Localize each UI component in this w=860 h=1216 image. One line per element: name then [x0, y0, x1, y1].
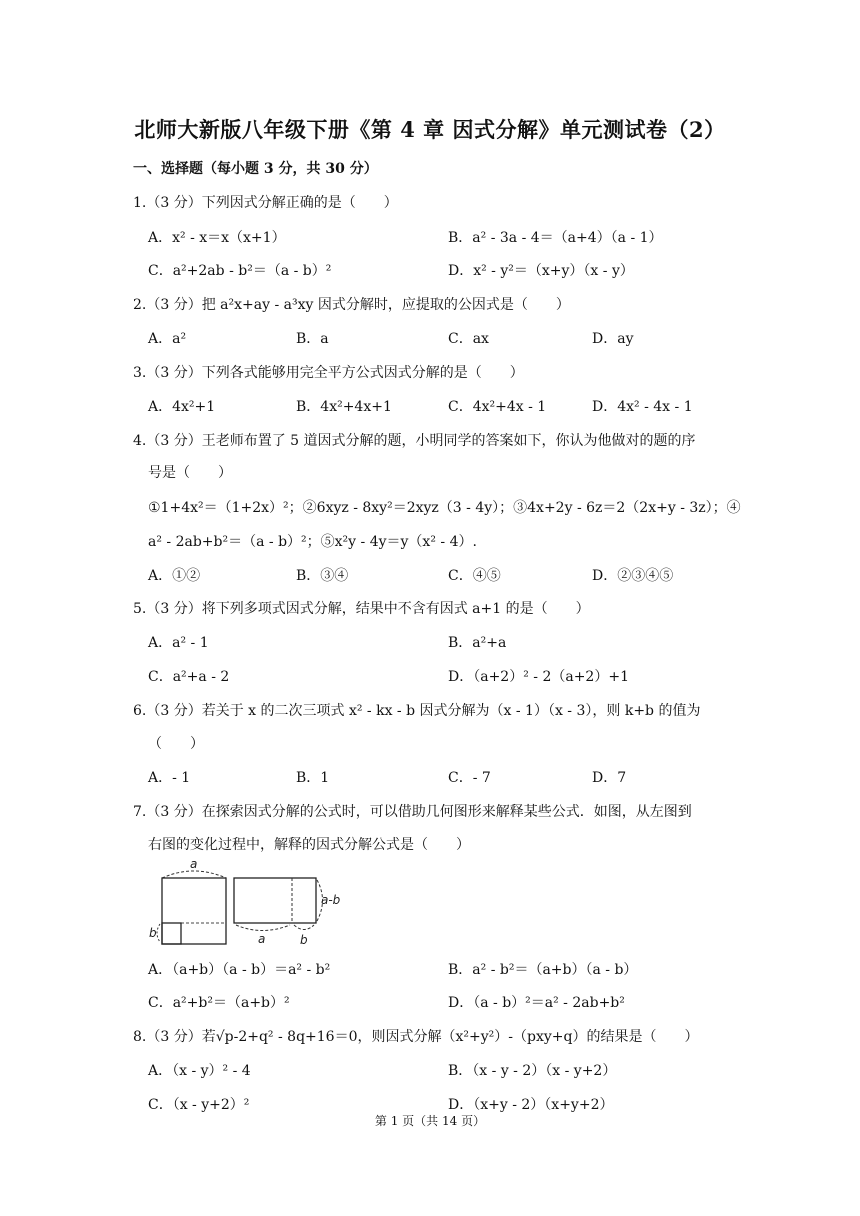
- q3-option-b: B．4x²+4x+1: [296, 399, 392, 415]
- question-4-stem-cont: 号是（ ）: [148, 465, 232, 481]
- question-4-stem: 4.（3 分）王老师布置了 5 道因式分解的题，小明同学的答案如下，你认为他做对的题的序: [133, 433, 696, 449]
- q5-option-a: A．a² - 1: [148, 635, 209, 651]
- figure-left-square: [162, 878, 226, 944]
- figure-label-b-left: b: [149, 926, 157, 940]
- page-title: 北师大新版八年级下册《第 4 章 因式分解》单元测试卷（2）: [134, 117, 726, 142]
- q8-option-d: D．（x+y - 2）（x+y+2）: [448, 1097, 614, 1113]
- question-3-stem: 3.（3 分）下列各式能够用完全平方公式因式分解的是（ ）: [133, 365, 524, 381]
- q5-option-c: C．a²+a - 2: [148, 669, 230, 685]
- figure-left-b-brace: [157, 924, 160, 942]
- figure-right-rect: [234, 878, 316, 923]
- q5-option-b: B．a²+a: [448, 635, 507, 651]
- figure-left-arc: [162, 871, 226, 878]
- figure-label-a-minus-b: a-b: [321, 893, 341, 907]
- q3-option-a: A．4x²+1: [148, 399, 216, 415]
- question-5-stem: 5.（3 分）将下列多项式因式分解，结果中不含有因式 a+1 的是（ ）: [133, 601, 590, 617]
- q5-option-d: D．（a+2）² - 2（a+2）+1: [448, 669, 629, 685]
- q8-option-b: B．（x - y - 2）（x - y+2）: [448, 1063, 617, 1079]
- question-7-stem-cont: 右图的变化过程中，解释的因式分解公式是（ ）: [148, 837, 470, 853]
- q2-option-b: B．a: [296, 331, 329, 347]
- question-8-stem: 8.（3 分）若√p-2+q² - 8q+16＝0，则因式分解（x²+y²）-（pxy+q）的结果是（ ）: [133, 1029, 699, 1045]
- question-4-answers-line1: ①1+4x²＝（1+2x）²；②6xyz - 8xy²＝2xyz（3 - 4y）；③4x+2y - 6z＝2（2x+y - 3z）；④: [148, 500, 741, 516]
- q3-option-c: C．4x²+4x - 1: [448, 399, 547, 415]
- q1-option-a: A．x² - x＝x（x+1）: [148, 230, 286, 246]
- question-7-stem: 7.（3 分）在探索因式分解的公式时，可以借助几何图形来解释某些公式．如图，从左图到: [133, 804, 692, 820]
- q3-option-d: D．4x² - 4x - 1: [592, 399, 693, 415]
- question-1-stem: 1.（3 分）下列因式分解正确的是（ ）: [133, 195, 398, 211]
- question-2-stem: 2.（3 分）把 a²x+ay - a³xy 因式分解时，应提取的公因式是（ ）: [133, 297, 570, 313]
- question-4-answers-line2: a² - 2ab+b²＝（a - b）²；⑤x²y - 4y＝y（x² - 4）.: [148, 534, 477, 550]
- q2-option-a: A．a²: [148, 331, 187, 347]
- question-6-stem-cont: （ ）: [148, 736, 204, 752]
- figure-right-bottom-arc-b: [294, 925, 314, 930]
- question-6-stem: 6.（3 分）若关于 x 的二次三项式 x² - kx - b 因式分解为（x - 1）（x - 3），则 k+b 的值为: [133, 703, 701, 719]
- q4-option-d: D．②③④⑤: [592, 568, 674, 584]
- q2-option-c: C．ax: [448, 331, 489, 347]
- q1-option-c: C．a²+2ab - b²＝（a - b）²: [148, 263, 332, 279]
- q6-option-b: B．1: [296, 770, 330, 786]
- q6-option-a: A．- 1: [148, 770, 191, 786]
- q8-option-a: A．（x - y）² - 4: [148, 1063, 251, 1079]
- q7-option-c: C．a²+b²＝（a+b）²: [148, 995, 290, 1011]
- q7-option-b: B．a² - b²＝（a+b）（a - b）: [448, 962, 638, 978]
- figure-label-a-bottom: a: [258, 932, 266, 946]
- q1-option-d: D．x² - y²＝（x+y）（x - y）: [448, 263, 634, 279]
- q8-option-c: C．（x - y+2）²: [148, 1097, 250, 1113]
- page-footer: 第 1 页（共 14 页）: [374, 1114, 486, 1128]
- section-heading: 一、选择题（每小题 3 分，共 30 分）: [133, 161, 378, 177]
- q4-option-a: A．①②: [148, 568, 201, 584]
- q4-option-c: C．④⑤: [448, 568, 501, 584]
- q7-option-d: D．（a - b）²＝a² - 2ab+b²: [448, 995, 625, 1011]
- figure-right-bottom-arc-a: [236, 925, 290, 931]
- figure-left-small-square: [162, 923, 181, 944]
- q4-option-b: B．③④: [296, 568, 349, 584]
- q6-option-c: C．- 7: [448, 770, 491, 786]
- geometry-figure: [144, 856, 354, 951]
- q7-option-a: A．（a+b）（a - b）＝a² - b²: [148, 962, 331, 978]
- q6-option-d: D．7: [592, 770, 627, 786]
- figure-label-b-bottom: b: [300, 933, 308, 947]
- figure-label-a-top: a: [190, 857, 198, 871]
- q1-option-b: B．a² - 3a - 4＝（a+4）（a - 1）: [448, 230, 663, 246]
- q2-option-d: D．ay: [592, 331, 634, 347]
